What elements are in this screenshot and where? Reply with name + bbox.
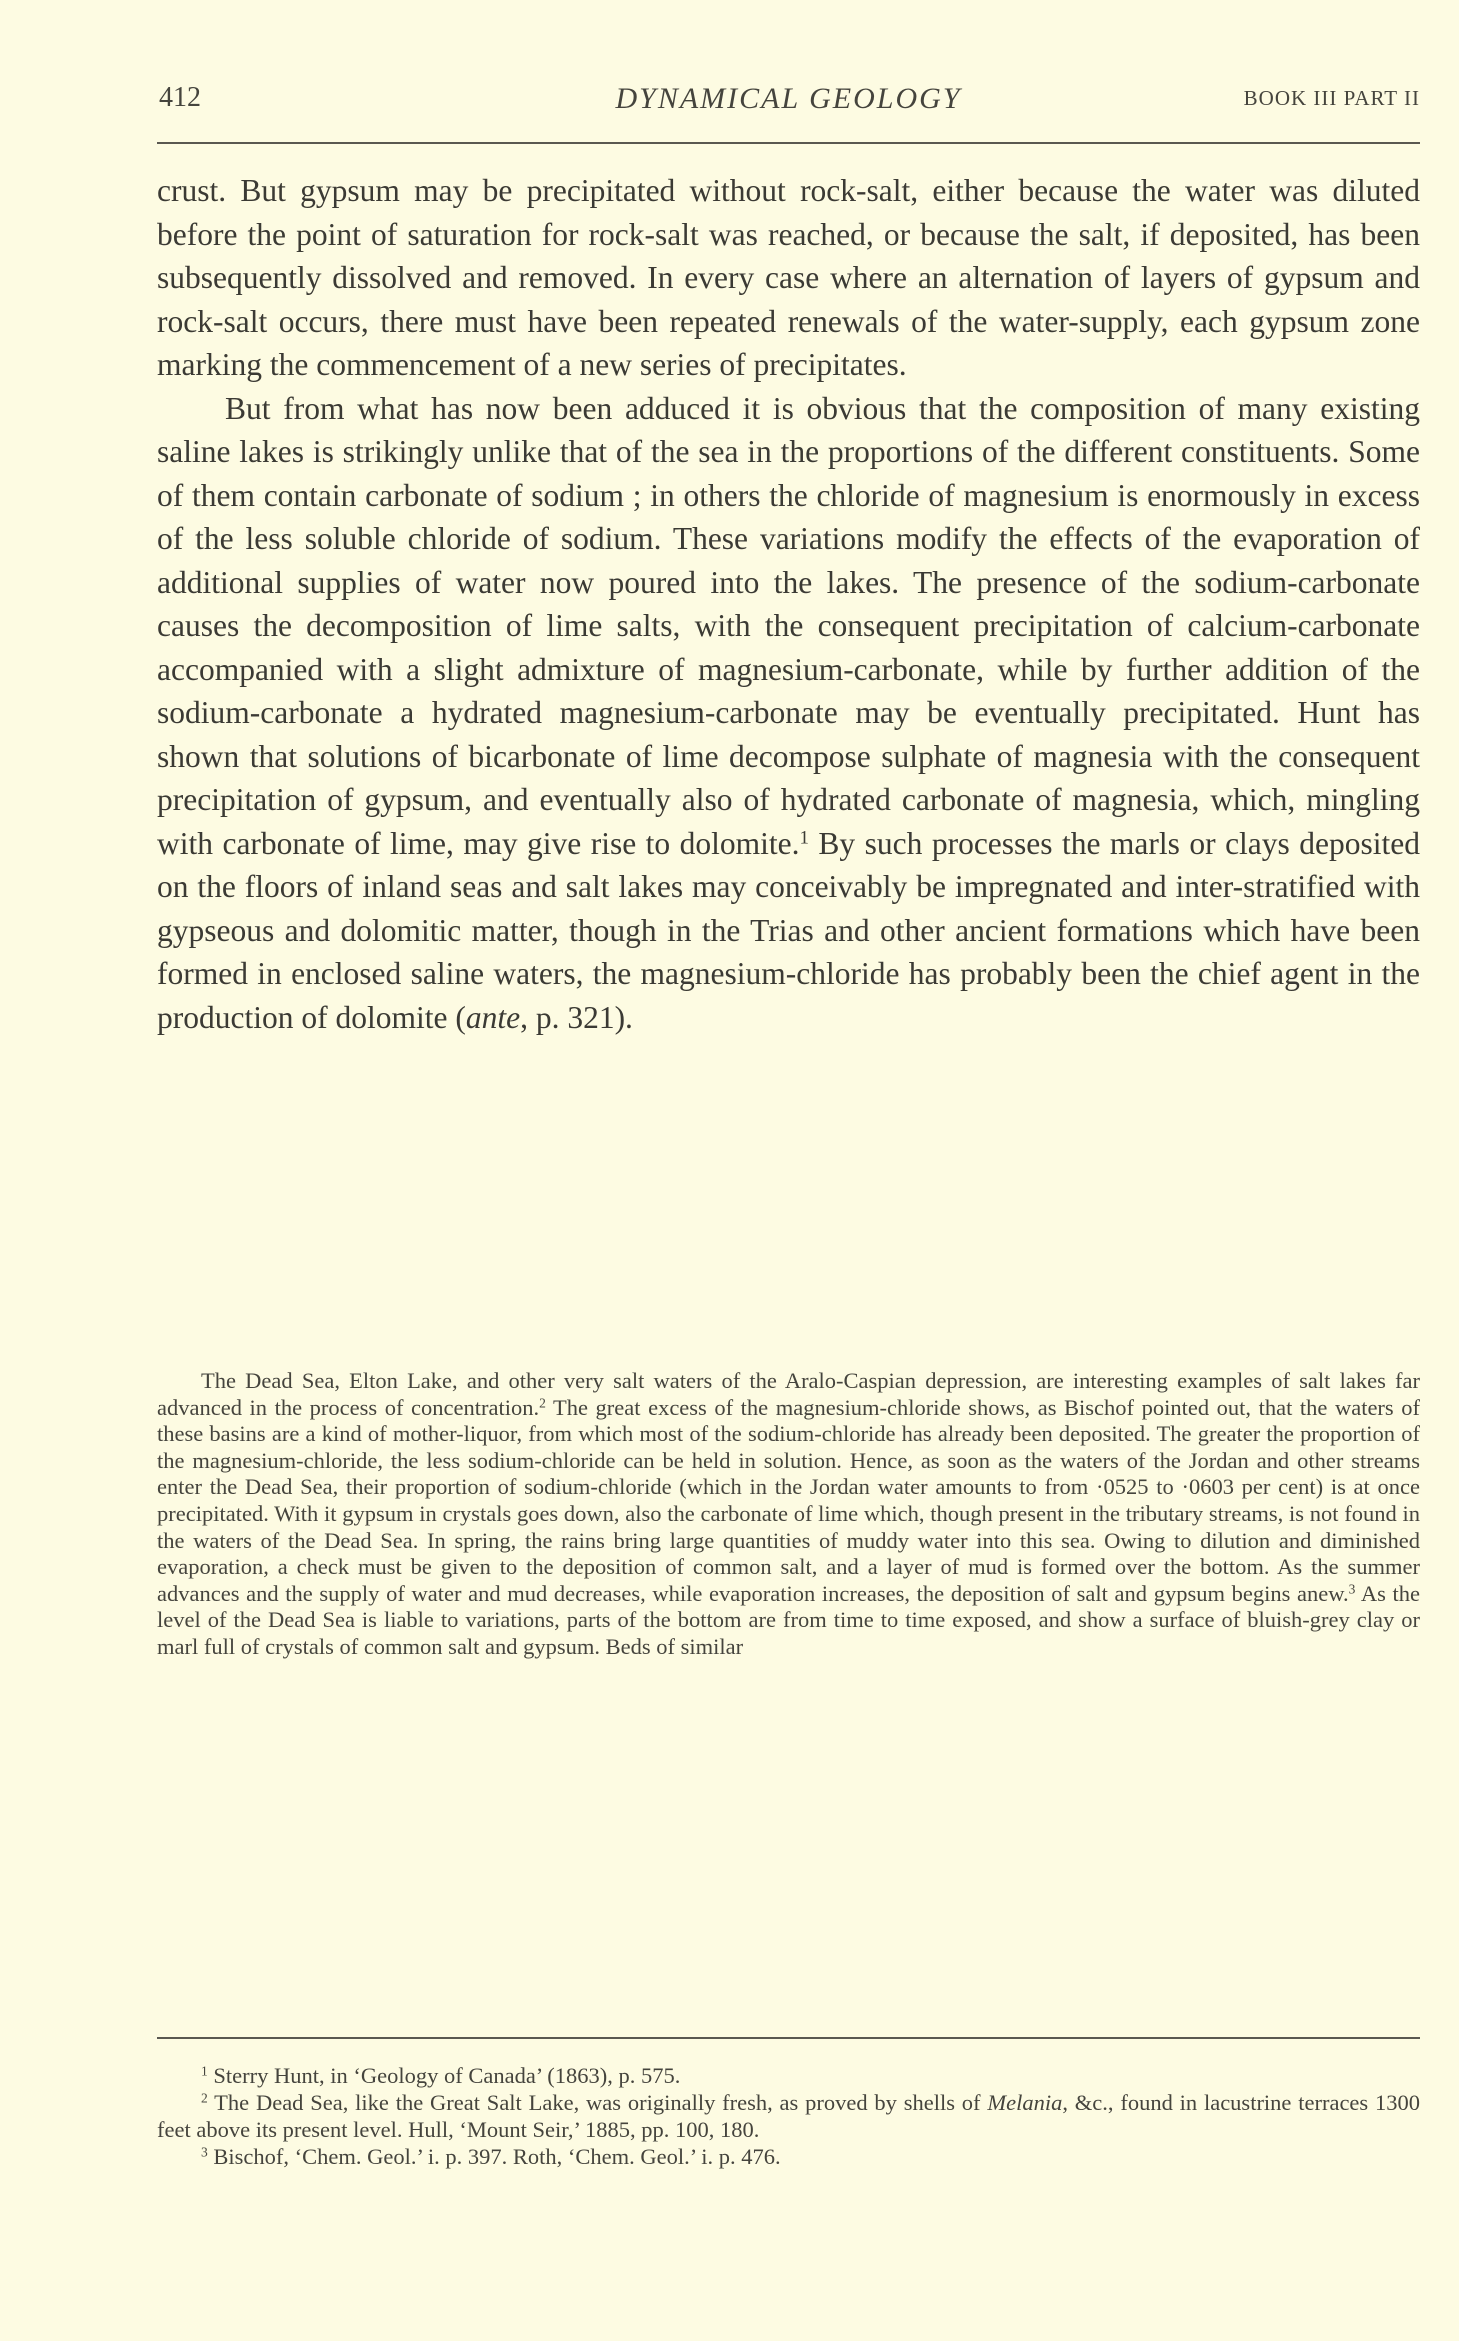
footnotes [157,2062,1420,2170]
footnote-2 [157,2089,1420,2143]
paragraph-saline-lakes [157,387,1420,1040]
running-title: DYNAMICAL GEOLOGY [615,82,962,115]
footnote-text-1: Sterry Hunt, in ‘Geology of Canada’ (1863), p. 575. [207,2063,681,2088]
footnote-text-2b: , &c., found in lacustrine terraces 1300 feet above its present level. Hull, ‘Mount Seir,’ 1885, pp. 100, 180. [157,2090,1420,2142]
footnote-number-1: 1 [201,2063,208,2079]
footnote-number-3: 3 [201,2144,208,2160]
running-head [157,82,1420,122]
paragraph-text-b: By such processes the marls or clays deposited on the floors of inland seas and salt lakes may conceivably be impregnated and inter-stratified with gypseous and dolomitic matter, though in the Trias and other ancient formations which have been formed in enclosed saline waters, the magnesium-chloride has probably been the chief agent in the production of dolomite ( [157,825,1420,1035]
footnote-ref-3[interactable]: 3 [1348,1581,1356,1597]
footnote-3 [157,2143,1420,2170]
italic-melania: Melania [987,2090,1063,2115]
main-body-text [157,169,1420,1039]
header-rule [157,142,1420,144]
paragraph-text-c: , p. 321). [520,999,633,1035]
footnote-rule [157,2037,1420,2039]
footnote-1 [157,2062,1420,2089]
small-text-b: The great excess of the magnesium-chloride shows, as Bischof pointed out, that the waters of these basins are a kind of mother-liquor, from which most of the sodium-chloride has already been deposited. The greater the proportion of the magnesium-chloride, the less sodium-chloride can be held in solution. Hence, as soon as the waters of the Jordan and other streams enter the Dead Sea, their proportion of sodium-chloride (which in the Jordan water amounts to from ·0525 to ·0603 per cent) is at once precipitated. With it gypsum in crystals goes down, also the carbonate of lime which, though present in the tributary streams, is not found in the waters of the Dead Sea. In spring, the rains bring large quantities of muddy water into this sea. Owing to dilution and diminished evaporation, a check must be given to the deposition of common salt, and a layer of mud is formed over the bottom. As the summer advances and the supply of water and mud decreases, while evaporation increases, the deposition of salt and gypsum begins anew. [157,1394,1420,1606]
footnote-text-2a: The Dead Sea, like the Great Salt Lake, was originally fresh, as proved by shells of [207,2090,988,2115]
page-number: 412 [159,82,201,113]
dead-sea-paragraph [157,1368,1420,1661]
footnote-ref-2[interactable]: 2 [539,1395,546,1411]
small-text-c: As the level of the Dead Sea is liable to variations, parts of the bottom are from time to time exposed, and show a surface of bluish-grey clay or marl full of crystals of common salt and gypsum. Beds of similar [157,1580,1420,1659]
italic-ante: ante [465,999,521,1035]
paragraph-text-a: But from what has now been adduced it is obvious that the composition of many existing saline lakes is strikingly unlike that of the sea in the proportions of the different constituents. Some of them contain carbonate of sodium ; in others the chloride of magnesium is enormously in excess of the less soluble chloride of sodium. These variations modify the effects of the evaporation of additional supplies of water now poured into the lakes. The presence of the sodium-carbonate causes the decomposition of lime salts, with the consequent precipitation of calcium-carbonate accompanied with a slight admixture of magnesium-carbonate, while by further addition of the sodium-carbonate a hydrated magnesium-carbonate may be eventually precipitated. Hunt has shown that solutions of bicarbonate of lime decompose sulphate of magnesia with the consequent precipitation of gypsum, and eventually also of hydrated carbonate of magnesia, which, mingling with carbonate of lime, may give rise to dolomite. [157,390,1420,861]
small-print-section [157,1368,1420,1661]
small-text-a: The Dead Sea, Elton Lake, and other very salt waters of the Aralo-Caspian depression, are interesting examples of salt lakes far advanced in the process of concentration. [157,1368,1420,1420]
footnote-ref-1[interactable]: 1 [799,827,809,849]
footnote-text-3: Bischof, ‘Chem. Geol.’ i. p. 397. Roth, ‘Chem. Geol.’ i. p. 476. [207,2144,781,2169]
book-part-label: BOOK III PART II [1243,86,1420,110]
paragraph-continuation: crust. But gypsum may be precipitated without rock-salt, either because the water was diluted before the point of saturation for rock-salt was reached, or because the salt, if deposited, has been subsequently dissolved and removed. In every case where an alternation of layers of gypsum and rock-salt occurs, there must have been repeated renewals of the water-supply, each gypsum zone marking the commencement of a new series of precipitates. [157,173,1420,382]
footnote-number-2: 2 [201,2090,208,2106]
